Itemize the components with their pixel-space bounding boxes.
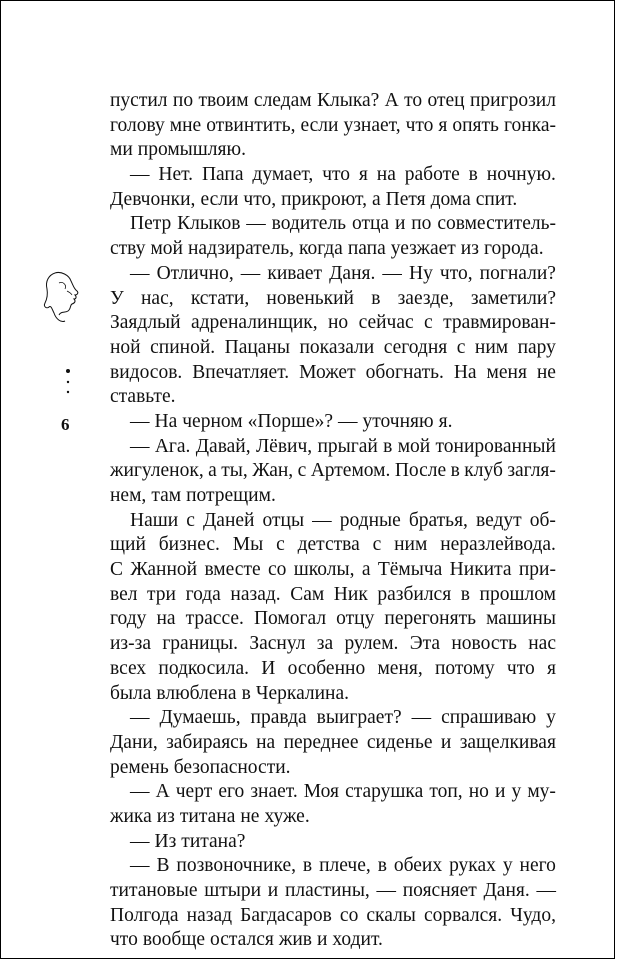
- word: машины: [486, 608, 556, 630]
- word: твоим: [198, 90, 249, 111]
- text-line: [110, 805, 556, 830]
- word: то: [404, 90, 423, 111]
- word: Жанной: [130, 559, 198, 581]
- word: школы,: [293, 559, 355, 581]
- word: вел: [110, 583, 138, 605]
- word: новость: [451, 633, 517, 655]
- word: —: [130, 781, 150, 803]
- word: влюблена: [156, 682, 237, 704]
- word: правда: [250, 707, 307, 729]
- text-line: [110, 311, 556, 336]
- face-profile-ornament-icon: [41, 269, 85, 325]
- word: за: [316, 633, 334, 655]
- word: Клыков: [177, 213, 241, 235]
- word: Эта: [409, 633, 441, 655]
- word: выиграет?: [316, 707, 402, 729]
- word: му-: [527, 781, 556, 803]
- text-line: [110, 928, 556, 953]
- word: я.: [438, 410, 453, 432]
- word: в: [450, 460, 460, 482]
- text-line: [110, 287, 556, 312]
- word: Петр: [130, 213, 172, 235]
- text-line: [110, 163, 556, 188]
- word: погнали?: [479, 262, 556, 284]
- word: отец: [427, 90, 465, 111]
- word: ремень: [110, 756, 169, 778]
- word: —: [130, 262, 150, 284]
- word: если: [300, 114, 339, 136]
- word: Даня.: [483, 880, 530, 901]
- word: Артемом.: [310, 460, 391, 482]
- word: совместитель-: [437, 213, 556, 235]
- word: что: [405, 114, 434, 136]
- word: не: [536, 361, 556, 383]
- word: что,: [243, 188, 277, 210]
- word: Лёвич,: [255, 435, 313, 457]
- word: с: [456, 336, 466, 358]
- word: у: [511, 781, 522, 803]
- word: С: [110, 559, 124, 581]
- word: гонка-: [503, 114, 556, 136]
- word: —: [130, 830, 150, 852]
- word: него: [519, 855, 556, 877]
- word: что: [506, 657, 535, 679]
- word: разбился: [377, 583, 452, 605]
- word: была: [110, 682, 152, 704]
- word: что: [322, 164, 351, 186]
- word: уезжает: [390, 238, 456, 260]
- word: и: [267, 880, 279, 901]
- word: жигуленок,: [110, 460, 204, 482]
- word: с: [297, 460, 307, 482]
- word: потому: [434, 657, 495, 679]
- word: переднее: [283, 731, 359, 753]
- word: Жан,: [252, 460, 294, 482]
- word: загля-: [507, 460, 556, 482]
- word: у: [546, 707, 556, 729]
- word: но: [468, 781, 489, 803]
- word: отца: [351, 213, 390, 235]
- word: пригрозил: [469, 90, 556, 111]
- text-line: [110, 262, 556, 287]
- word: пустил: [110, 90, 168, 111]
- word: мой: [397, 435, 431, 457]
- word: границы.: [162, 633, 238, 655]
- word: спрашиваю: [441, 707, 537, 729]
- word: если: [200, 188, 239, 210]
- word: Петя: [385, 188, 426, 210]
- word: —: [240, 262, 261, 284]
- word: ной: [110, 336, 141, 358]
- word: обогнать.: [365, 361, 444, 383]
- word: трассе.: [185, 608, 244, 630]
- word: и: [440, 731, 452, 753]
- word: —: [338, 410, 358, 432]
- word: позвоночнике,: [176, 855, 296, 877]
- word: Отлично,: [156, 262, 234, 284]
- word: а: [208, 460, 217, 482]
- word: «Порше»?: [247, 410, 334, 432]
- word: защелкивая: [459, 731, 556, 753]
- word: На: [154, 410, 178, 432]
- word: обеих: [393, 855, 443, 877]
- word: пару: [517, 336, 556, 358]
- word: После: [394, 460, 447, 482]
- word: неразлейвода.: [440, 534, 556, 556]
- word: Заядлый: [110, 312, 181, 334]
- text-line: [110, 682, 556, 707]
- text-line: [110, 607, 556, 632]
- word: Ага.: [154, 435, 191, 457]
- word: —: [536, 880, 556, 901]
- word: Давай,: [195, 435, 251, 457]
- word: в: [460, 583, 470, 605]
- word: я: [438, 114, 448, 136]
- word: что,: [439, 262, 473, 284]
- word: скалы: [366, 904, 416, 926]
- text-line: [110, 632, 556, 657]
- word: Черкалина.: [255, 682, 350, 704]
- text-line: [110, 558, 556, 583]
- word: а: [371, 188, 381, 210]
- word: Из: [154, 830, 177, 852]
- text-line: [110, 756, 556, 781]
- word: ним: [474, 336, 509, 358]
- word: титановые: [110, 880, 198, 901]
- word: сегодня: [383, 336, 448, 358]
- word: что: [110, 929, 138, 951]
- word: новенький: [266, 287, 354, 309]
- word: щий: [110, 534, 146, 556]
- word: надзиратель,: [188, 238, 294, 260]
- word: Девчонки,: [110, 188, 196, 210]
- word: всех: [110, 657, 147, 679]
- word: не: [240, 805, 260, 827]
- word: титана: [179, 805, 236, 827]
- word: вообще: [142, 929, 205, 951]
- word: хуже.: [264, 805, 310, 827]
- word: сорвался.: [423, 904, 503, 926]
- word: штыри: [204, 880, 262, 901]
- word: из: [156, 805, 175, 827]
- word: Пацаны: [224, 336, 290, 358]
- word: видосов.: [110, 361, 183, 383]
- word: назад: [186, 904, 233, 926]
- word: —: [312, 509, 332, 531]
- word: в: [371, 287, 381, 309]
- text-line: [110, 89, 556, 114]
- word: А: [155, 781, 170, 803]
- word: ми: [110, 139, 133, 161]
- word: ведут: [476, 509, 522, 531]
- word: Моя: [303, 781, 339, 803]
- word: Тёмыча: [377, 559, 443, 581]
- text-line: [110, 385, 556, 410]
- text-line: [110, 114, 556, 139]
- text-line: [110, 830, 556, 855]
- word: но: [328, 312, 349, 334]
- word: на: [156, 608, 176, 630]
- word: три: [147, 583, 176, 605]
- word: нем,: [110, 485, 147, 506]
- word: детства: [297, 534, 360, 556]
- word: Полгода: [110, 904, 179, 926]
- word: ставьте.: [110, 386, 176, 408]
- word: уточняю: [362, 410, 434, 432]
- word: —: [382, 262, 402, 284]
- word: назад.: [230, 583, 281, 605]
- word: заезде,: [397, 287, 454, 309]
- word: топ,: [429, 781, 463, 803]
- word: родные: [339, 509, 401, 531]
- word: года: [185, 583, 221, 605]
- word: Может: [299, 361, 356, 383]
- word: спит.: [475, 188, 518, 210]
- text-line: [110, 509, 556, 534]
- word: а: [361, 559, 371, 581]
- word: —: [246, 213, 266, 235]
- word: папа: [347, 238, 386, 260]
- word: в: [468, 164, 478, 186]
- word: остался: [210, 929, 274, 951]
- word: узнает,: [343, 114, 401, 136]
- word: работе: [404, 164, 460, 186]
- text-line: [110, 237, 556, 262]
- word: когда: [298, 238, 343, 260]
- word: с: [372, 534, 382, 556]
- word: по: [411, 213, 432, 235]
- word: бизнес.: [158, 534, 220, 556]
- word: со: [339, 904, 359, 926]
- word: —: [130, 855, 150, 877]
- word: Помогал: [253, 608, 327, 630]
- word: Наши: [130, 509, 179, 531]
- word: прошлом: [479, 583, 556, 605]
- word: перегонять: [384, 608, 476, 630]
- text-line: [110, 459, 556, 484]
- word: отвинтить,: [206, 114, 296, 136]
- word: сиденье: [366, 731, 433, 753]
- text-line: [110, 706, 556, 731]
- word: Багдасаров: [240, 904, 332, 926]
- word: с: [424, 312, 433, 334]
- word: Мы: [232, 534, 264, 556]
- text-line: [110, 904, 556, 929]
- word: заметили?: [470, 287, 556, 309]
- word: мой: [150, 238, 183, 260]
- word: —: [130, 410, 150, 432]
- word: ним: [394, 534, 428, 556]
- text-line: [110, 410, 556, 435]
- word: нас: [528, 633, 556, 655]
- word: и: [316, 929, 328, 951]
- word: пластины,: [284, 880, 370, 901]
- word: я: [546, 657, 556, 679]
- word: Никита: [449, 559, 512, 581]
- word: по: [172, 90, 194, 111]
- word: об-: [529, 509, 556, 531]
- word: старушка: [345, 781, 424, 803]
- text-line: [110, 336, 556, 361]
- word: промышляю.: [137, 139, 246, 161]
- text-line: [110, 657, 556, 682]
- word: меня,: [377, 657, 423, 679]
- word: Ну: [408, 262, 433, 284]
- word: мне: [169, 114, 202, 136]
- word: черном: [182, 410, 243, 432]
- word: в: [241, 682, 251, 704]
- text-line: [110, 583, 556, 608]
- word: опять: [452, 114, 499, 136]
- word: поясняет: [402, 880, 477, 901]
- text-line: [110, 138, 556, 163]
- word: нас,: [141, 287, 174, 309]
- word: особенно: [287, 657, 366, 679]
- word: Ник: [333, 583, 368, 605]
- word: Сам: [290, 583, 325, 605]
- word: плече,: [319, 855, 371, 877]
- decorative-dots-icon: [63, 367, 73, 397]
- word: Нет.: [158, 164, 194, 186]
- word: спиной.: [150, 336, 216, 358]
- word: меня: [486, 361, 527, 383]
- word: из: [460, 238, 479, 260]
- text-line: [110, 484, 556, 509]
- word: сейчас: [358, 312, 414, 334]
- word: с: [276, 534, 285, 556]
- word: в: [377, 855, 387, 877]
- text-line: [110, 731, 556, 756]
- word: со: [267, 559, 287, 581]
- word: У: [110, 287, 124, 309]
- word: безопасности.: [173, 756, 291, 778]
- word: кивает: [267, 262, 323, 284]
- word: в: [383, 435, 393, 457]
- word: Чудо,: [510, 904, 556, 926]
- text-line: [110, 854, 556, 879]
- word: в: [302, 855, 313, 877]
- word: —: [130, 435, 150, 457]
- word: тонированный: [435, 435, 556, 457]
- word: Даней: [202, 509, 255, 531]
- word: адреналинщик,: [190, 312, 318, 334]
- word: Папа: [201, 164, 244, 186]
- word: у: [502, 855, 513, 877]
- word: отцы: [262, 509, 305, 531]
- word: водитель: [271, 213, 347, 235]
- word: вместе: [204, 559, 261, 581]
- word: из-за: [110, 633, 151, 655]
- page-number: 6: [61, 415, 70, 434]
- word: я: [358, 164, 368, 186]
- word: на: [256, 731, 276, 753]
- word: травмирован-: [443, 312, 556, 334]
- text-line: [110, 435, 556, 460]
- word: Клыка?: [316, 90, 380, 111]
- word: жика: [110, 805, 152, 827]
- word: кстати,: [190, 287, 250, 309]
- word: —: [130, 164, 150, 186]
- word: Заснул: [249, 633, 306, 655]
- word: ходит.: [332, 929, 383, 951]
- word: отцу: [336, 608, 375, 630]
- word: году: [110, 608, 147, 630]
- word: дома: [430, 188, 471, 210]
- word: титана?: [181, 830, 246, 852]
- word: ству: [110, 238, 146, 260]
- word: прикроют,: [281, 188, 367, 210]
- body-text: [110, 89, 556, 953]
- word: —: [411, 707, 432, 729]
- word: Думаешь,: [159, 707, 241, 729]
- word: думает,: [252, 164, 314, 186]
- text-line: [110, 879, 556, 904]
- word: его: [218, 781, 245, 803]
- text-line: [110, 212, 556, 237]
- word: Дани,: [110, 731, 158, 753]
- word: В: [156, 855, 170, 877]
- word: следам: [253, 90, 312, 111]
- word: И: [261, 657, 276, 679]
- word: —: [376, 880, 397, 901]
- word: и: [394, 213, 406, 235]
- word: Даня.: [329, 262, 376, 284]
- word: прыгай: [317, 435, 378, 457]
- word: руках: [449, 855, 496, 877]
- text-line: [110, 780, 556, 805]
- word: с: [186, 509, 195, 531]
- word: при-: [518, 559, 556, 581]
- word: А: [384, 90, 399, 111]
- word: черт: [175, 781, 213, 803]
- word: рулем.: [344, 633, 399, 655]
- text-line: [110, 188, 556, 213]
- word: забираясь: [166, 731, 248, 753]
- word: голову: [110, 114, 165, 136]
- word: Впечатляет.: [192, 361, 290, 383]
- word: братья,: [408, 509, 468, 531]
- word: ты,: [221, 460, 248, 482]
- text-line: [110, 361, 556, 386]
- word: показали: [299, 336, 375, 358]
- word: и: [494, 781, 506, 803]
- word: жив: [278, 929, 312, 951]
- word: клуб: [464, 460, 503, 482]
- word: знает.: [250, 781, 298, 803]
- word: На: [453, 361, 477, 383]
- word: ночную.: [486, 164, 556, 186]
- word: города.: [483, 238, 544, 260]
- word: потрещим.: [186, 485, 276, 506]
- word: на: [376, 164, 396, 186]
- text-line: [110, 533, 556, 558]
- word: —: [130, 707, 150, 729]
- word: подкосила.: [158, 657, 250, 679]
- word: там: [151, 485, 182, 506]
